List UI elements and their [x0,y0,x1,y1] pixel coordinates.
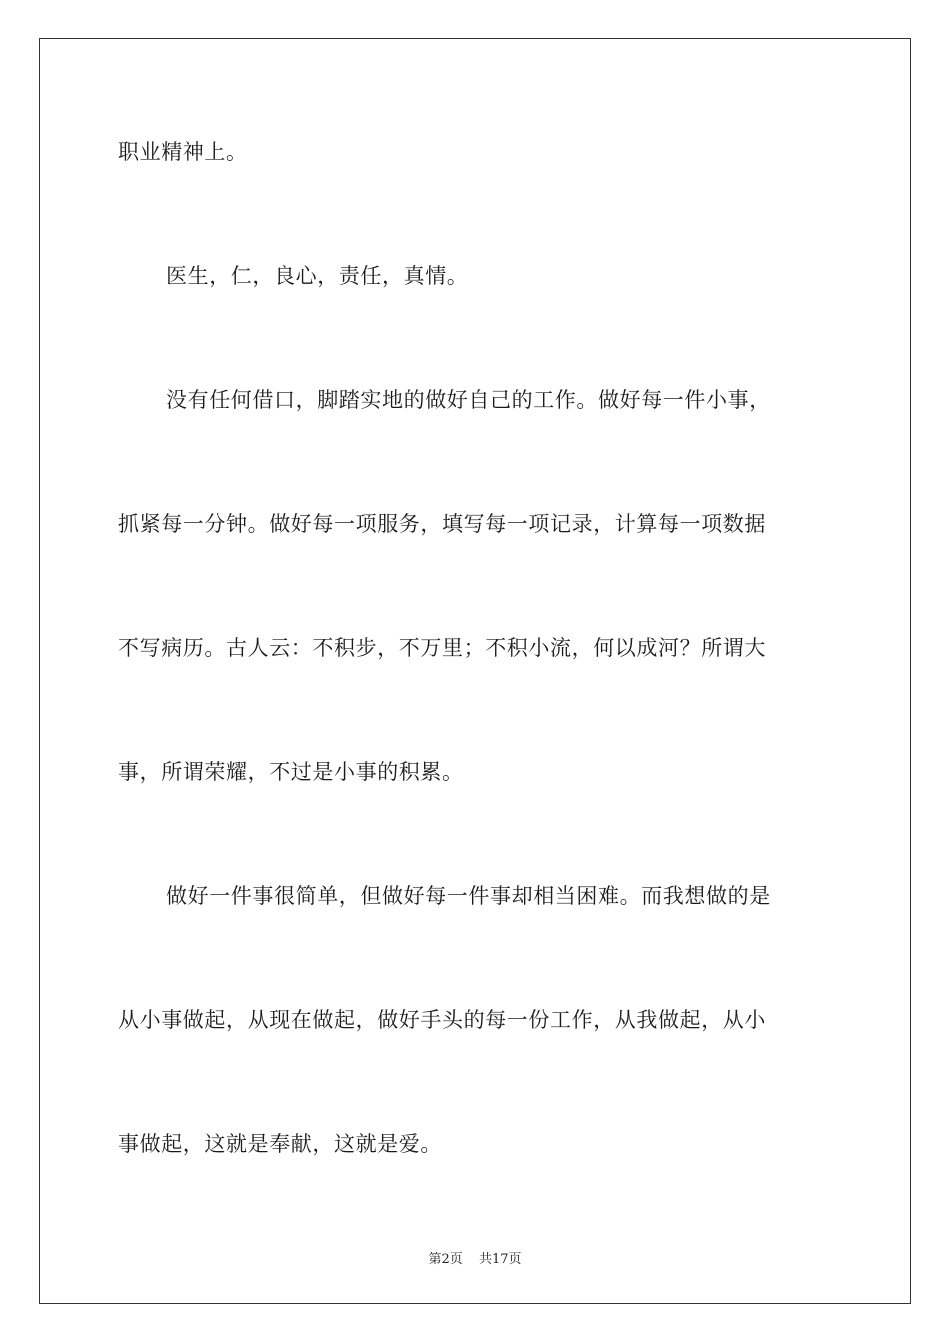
text-line-2: 医生，仁，良心，责任，真情。 [166,264,469,288]
page-number: 第2页 [428,1252,463,1267]
page-footer [0,1248,950,1267]
text-line-4: 抓紧每一分钟。做好每一项服务，填写每一项记录，计算每一项数据 [118,512,766,536]
text-line-7: 做好一件事很简单，但做好每一件事却相当困难。而我想做的是 [166,884,771,908]
text-line-5: 不写病历。古人云：不积步，不万里；不积小流，何以成河？所谓大 [118,636,766,660]
text-line-6: 事，所谓荣耀，不过是小事的积累。 [118,760,464,784]
text-line-8: 从小事做起，从现在做起，做好手头的每一份工作，从我做起，从小 [118,1008,766,1032]
page-border [39,38,911,1304]
page-total: 共17页 [478,1252,522,1267]
text-line-3: 没有任何借口，脚踏实地的做好自己的工作。做好每一件小事， [166,388,771,412]
text-line-1: 职业精神上。 [118,140,248,164]
text-line-9: 事做起，这就是奉献，这就是爱。 [118,1132,442,1156]
